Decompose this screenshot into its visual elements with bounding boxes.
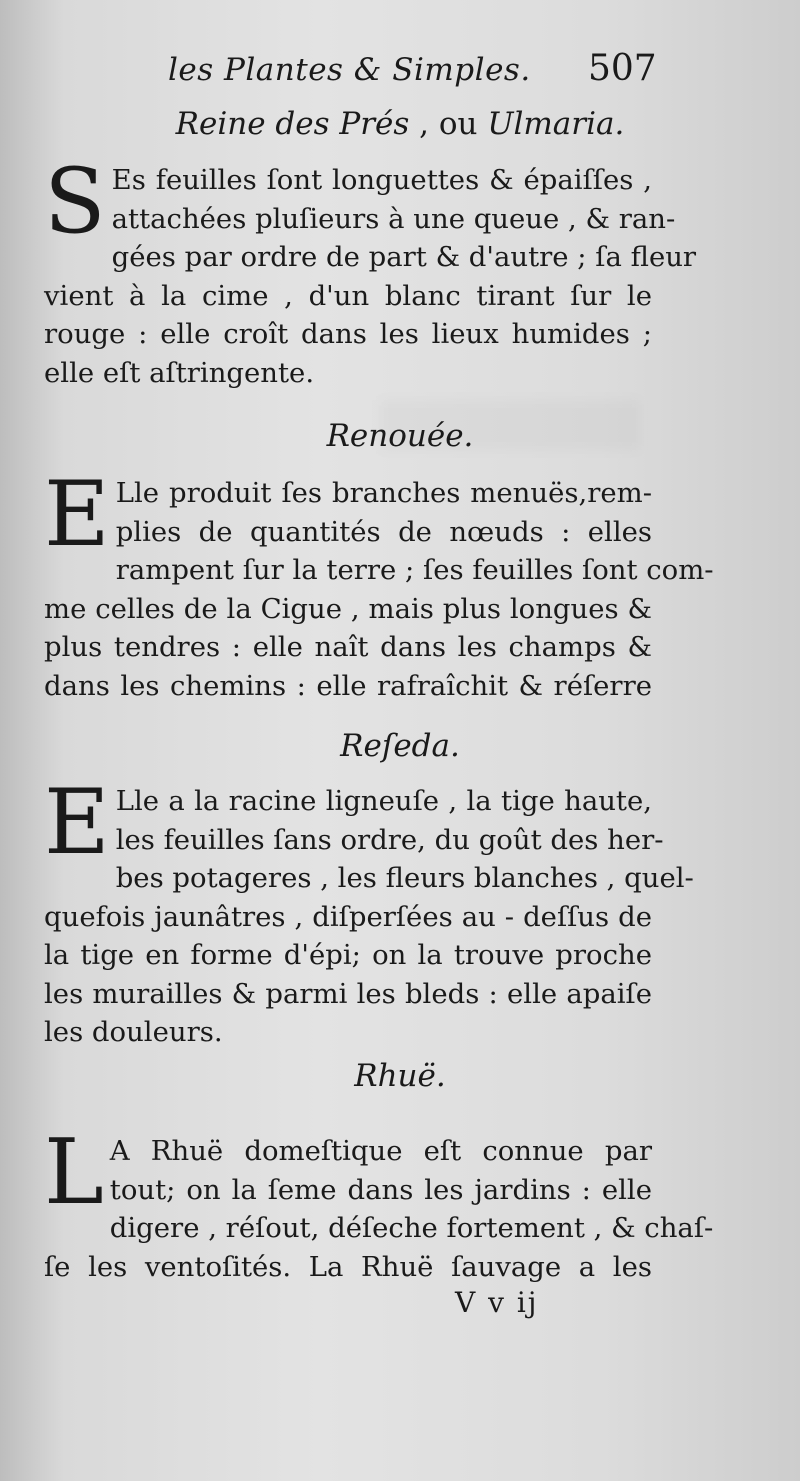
text-line: Lle a la racine ligneuſe , la tige haute, bbox=[115, 785, 652, 817]
text-line: la tige en forme d'épi; on la trouve proche bbox=[44, 939, 652, 971]
heading-alt-text: Ulmaria. bbox=[487, 106, 625, 142]
entry-reseda bbox=[44, 770, 694, 1052]
text-line: les murailles & parmi les bleds : elle apaiſe bbox=[44, 977, 652, 1010]
heading-text: Rhuë. bbox=[354, 1058, 446, 1094]
text-line: elle eſt aſtringente. bbox=[44, 356, 315, 389]
text-line: ſe les ventoſités. La Rhuë ſauvage a les bbox=[44, 1250, 652, 1283]
heading-text: Reine des Prés bbox=[175, 106, 410, 142]
drop-cap: E bbox=[44, 770, 110, 875]
text-line: A Rhuë domeſtique eſt connue par bbox=[109, 1135, 652, 1167]
text-line: Lle produit ſes branches menuës,rem- bbox=[115, 477, 652, 509]
text-line: bes potageres , les fleurs blanches , quel- bbox=[115, 862, 694, 894]
text-line: quefois jaunâtres , diſperſées au - deſſus de bbox=[44, 900, 652, 933]
text-line: me celles de la Cigue , mais plus longues & bbox=[44, 592, 652, 625]
entry-rhue bbox=[44, 1120, 714, 1286]
text-line: Es feuilles ſont longuettes & épaiſſes , bbox=[111, 164, 652, 196]
text-line: digere , réſout, déſeche fortement , & chaſ- bbox=[109, 1212, 714, 1244]
section-heading-renouee bbox=[0, 418, 800, 454]
running-title: les Plantes & Simples. bbox=[168, 52, 531, 88]
section-heading-reine-des-pres bbox=[0, 106, 800, 142]
drop-cap: L bbox=[44, 1120, 104, 1225]
text-line: gées par ordre de part & d'autre ; ſa fleur bbox=[111, 241, 697, 273]
text-line: attachées pluſieurs à une queue , & ran- bbox=[111, 202, 676, 235]
section-heading-reseda bbox=[0, 728, 800, 764]
text-line: plus tendres : elle naît dans les champs & bbox=[44, 631, 652, 663]
text-line: vient à la cime , d'un blanc tirant ſur le bbox=[44, 279, 652, 312]
drop-cap: S bbox=[44, 149, 106, 254]
page-number: 507 bbox=[588, 48, 657, 89]
heading-text: Renouée. bbox=[326, 418, 474, 454]
heading-text: Reſeda. bbox=[340, 728, 460, 764]
text-line: rampent ſur la terre ; ſes feuilles ſont com- bbox=[115, 554, 714, 586]
signature-mark: V v ij bbox=[455, 1286, 539, 1319]
text-line: les douleurs. bbox=[44, 1016, 223, 1048]
text-line: plies de quantités de nœuds : elles bbox=[115, 515, 652, 548]
entry-renouee bbox=[44, 462, 714, 705]
text-line: tout; on la ſeme dans les jardins : elle bbox=[109, 1173, 652, 1206]
text-line: les feuilles ſans ordre, du goût des her- bbox=[115, 823, 664, 856]
heading-separator: , ou bbox=[419, 106, 478, 142]
text-line: rouge : elle croît dans les lieux humides ; bbox=[44, 318, 652, 350]
text-line: dans les chemins : elle rafraîchit & réſerre bbox=[44, 669, 652, 702]
section-heading-rhue bbox=[0, 1058, 800, 1094]
entry-reine-des-pres bbox=[44, 149, 697, 392]
running-head bbox=[0, 48, 800, 92]
drop-cap: E bbox=[44, 462, 110, 567]
